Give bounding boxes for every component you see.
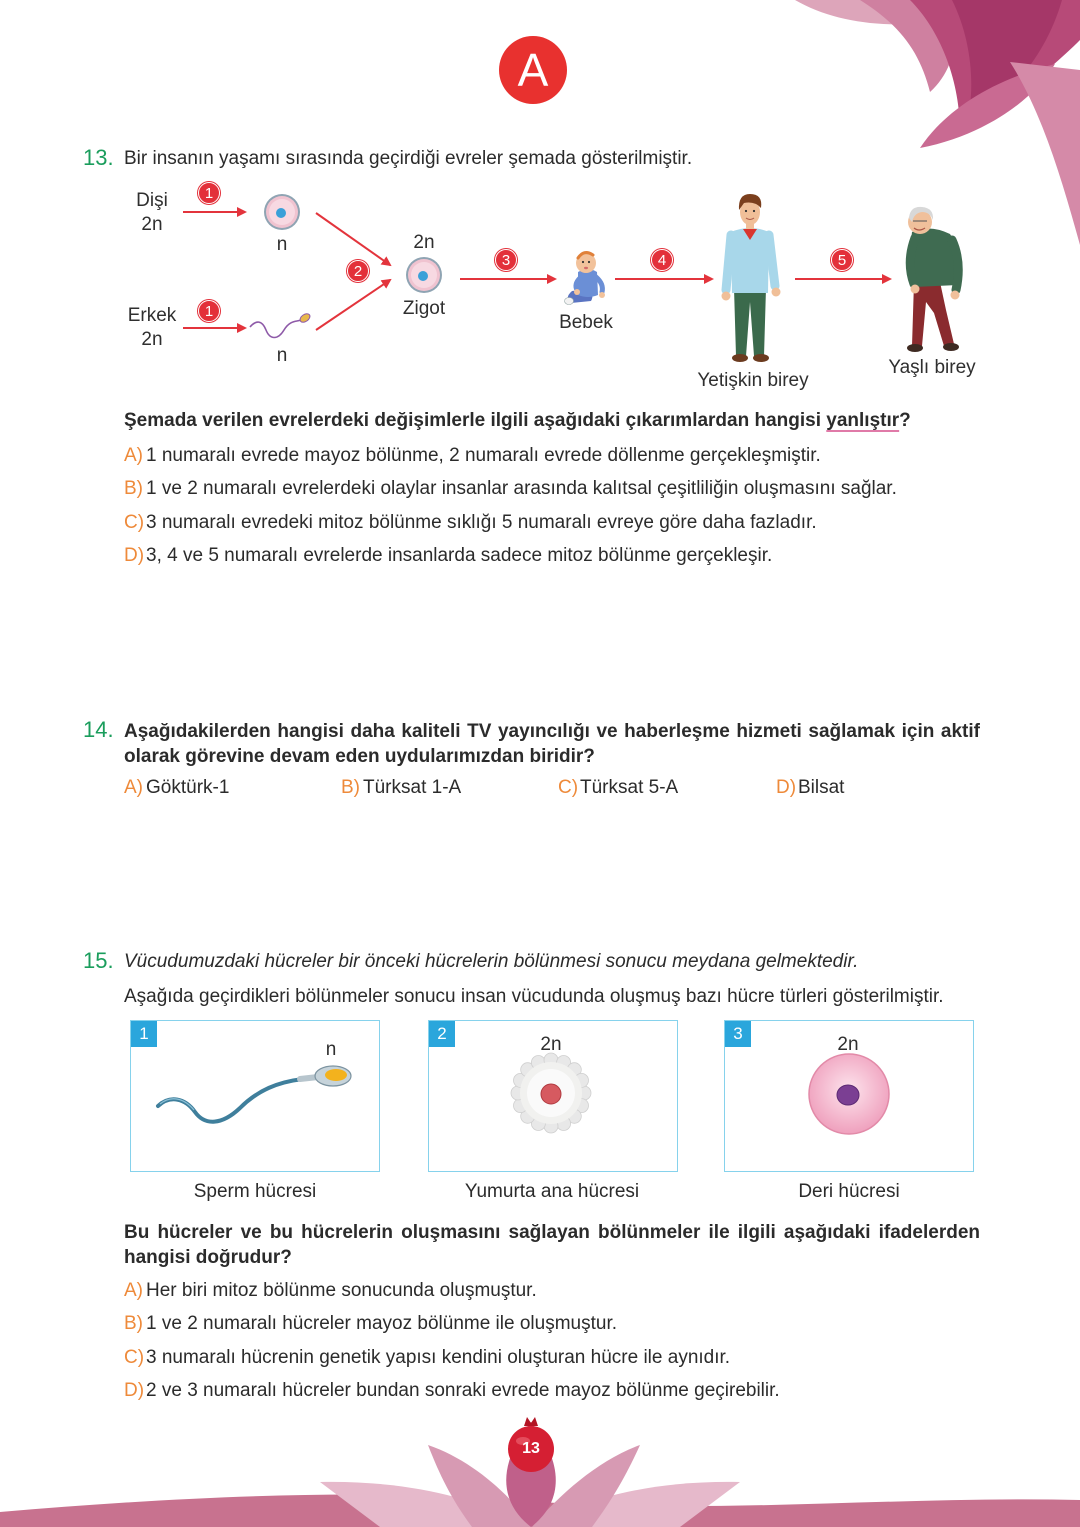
step-badge: 2 xyxy=(347,260,369,282)
option-d xyxy=(124,1380,780,1402)
option-text: 3 numaralı evredeki mitoz bölünme sıklığı 5 numaralı evreye göre daha fazladır. xyxy=(146,512,817,533)
question-prompt-line: Aşağıdakilerden hangisi daha kaliteli TV yayıncılığı ve haberleşme hizmeti sağlamak için aktif xyxy=(124,721,980,742)
option-b xyxy=(341,777,461,799)
option-text: 1 numaralı evrede mayoz bölünme, 2 numaralı evrede döllenme gerçekleşmiştir. xyxy=(146,445,821,466)
option-letter: C) xyxy=(558,777,579,798)
baby-label: Bebek xyxy=(559,312,613,333)
step-badge: 1 xyxy=(198,182,220,204)
question-stem: Bir insanın yaşamı sırasında geçirdiği evreler şemada gösterilmiştir. xyxy=(124,148,693,169)
egg-cell-illustration xyxy=(264,194,300,230)
question-number: 13. xyxy=(83,145,114,170)
option-text: 2 ve 3 numaralı hücreler bundan sonraki evrede mayoz bölünme geçirebilir. xyxy=(146,1380,780,1401)
option-letter: A) xyxy=(124,777,143,798)
zygote-label: Zigot xyxy=(402,298,446,319)
option-letter: B) xyxy=(124,478,143,499)
question-number: 15. xyxy=(83,948,114,973)
zygote-ploidy: 2n xyxy=(413,232,435,253)
cell-number-badge: 1 xyxy=(131,1021,157,1047)
option-a xyxy=(124,777,229,799)
option-text: Her biri mitoz bölünme sonucunda oluşmuştur. xyxy=(146,1280,537,1301)
question-prompt-line: hangisi doğrudur? xyxy=(124,1247,292,1268)
option-text: Türksat 1-A xyxy=(363,777,462,798)
question-prompt-line: olarak görevine devam eden uydularımızdan biridir? xyxy=(124,746,595,767)
option-b xyxy=(124,1313,617,1335)
option-text: Göktürk-1 xyxy=(146,777,230,798)
zygote-illustration xyxy=(406,257,442,293)
female-label: Dişi xyxy=(136,190,168,211)
option-letter: D) xyxy=(776,777,797,798)
option-letter: C) xyxy=(124,1347,145,1368)
sperm-ploidy: n xyxy=(276,345,288,366)
option-letter: A) xyxy=(124,1280,143,1301)
option-letter: D) xyxy=(124,545,145,566)
male-label: Erkek xyxy=(127,305,177,326)
option-c xyxy=(124,1347,730,1369)
step-badge: 3 xyxy=(495,249,517,271)
cell-caption: Yumurta ana hücresi xyxy=(464,1181,640,1202)
option-text: 3, 4 ve 5 numaralı evrelerde insanlarda sadece mitoz bölünme gerçekleşir. xyxy=(146,545,773,566)
female-ploidy: 2n xyxy=(141,214,163,235)
cell-ploidy: 2n xyxy=(837,1034,859,1055)
elder-label: Yaşlı birey xyxy=(888,357,976,378)
step-badge: 1 xyxy=(198,300,220,322)
sperm-cell-illustration xyxy=(158,1066,351,1122)
option-text: Türksat 5-A xyxy=(580,777,679,798)
cell-ploidy: 2n xyxy=(540,1034,562,1055)
cell-number-badge: 2 xyxy=(429,1021,455,1047)
option-letter: A) xyxy=(124,445,143,466)
option-letter: C) xyxy=(124,512,145,533)
question-prompt-end: ? xyxy=(899,410,911,431)
booklet-letter-badge: A xyxy=(499,36,567,104)
option-c xyxy=(558,777,678,799)
step-badge: 4 xyxy=(651,249,673,271)
question-intro: Vücudumuzdaki hücreler bir önceki hücrelerin bölünmesi sonucu meydana gelmektedir. xyxy=(124,951,859,972)
step-badge: 5 xyxy=(831,249,853,271)
option-text: 1 ve 2 numaralı hücreler mayoz bölünme ile oluşmuştur. xyxy=(146,1313,618,1334)
question-emphasis: yanlıştır xyxy=(826,410,900,431)
option-letter: B) xyxy=(124,1313,143,1334)
question-stem: Aşağıda geçirdikleri bölünmeler sonucu insan vücudunda oluşmuş bazı hücre türleri gösterilmiştir. xyxy=(124,986,944,1007)
option-d xyxy=(776,777,844,799)
question-prompt-line: Bu hücreler ve bu hücrelerin oluşmasını sağlayan bölünmeler ile ilgili aşağıdaki ifadelerden xyxy=(124,1222,980,1243)
skin-cell-illustration xyxy=(809,1054,889,1134)
option-letter: D) xyxy=(124,1380,145,1401)
cell-number-badge: 3 xyxy=(725,1021,751,1047)
cell-caption: Deri hücresi xyxy=(798,1181,900,1202)
option-d xyxy=(124,545,772,567)
adult-illustration xyxy=(722,194,781,362)
option-a xyxy=(124,1280,537,1302)
question-prompt-text: Şemada verilen evrelerdeki değişimlerle ilgili aşağıdaki çıkarımlardan hangisi xyxy=(124,410,827,431)
sperm-illustration xyxy=(250,312,312,338)
cell-illustrations xyxy=(0,1000,1080,1180)
option-text: 1 ve 2 numaralı evrelerdeki olaylar insanlar arasında kalıtsal çeşitliliğin oluşmasını sağlar. xyxy=(146,478,897,499)
egg-mother-cell-illustration xyxy=(511,1053,591,1133)
option-b xyxy=(124,478,897,500)
egg-ploidy: n xyxy=(276,234,288,255)
question-prompt xyxy=(124,410,911,432)
cell-ploidy: n xyxy=(325,1039,337,1060)
male-ploidy: 2n xyxy=(141,329,163,350)
option-a xyxy=(124,445,821,467)
option-text: Bilsat xyxy=(798,777,845,798)
option-text: 3 numaralı hücrenin genetik yapısı kendini oluşturan hücre ile aynıdır. xyxy=(146,1347,731,1368)
option-letter: B) xyxy=(341,777,360,798)
baby-illustration xyxy=(565,253,606,305)
option-c xyxy=(124,512,817,534)
adult-label: Yetişkin birey xyxy=(697,370,809,391)
question-number: 14. xyxy=(83,717,114,742)
elder-illustration xyxy=(907,207,960,352)
cell-caption: Sperm hücresi xyxy=(193,1181,317,1202)
page-number: 13 xyxy=(522,1440,540,1457)
